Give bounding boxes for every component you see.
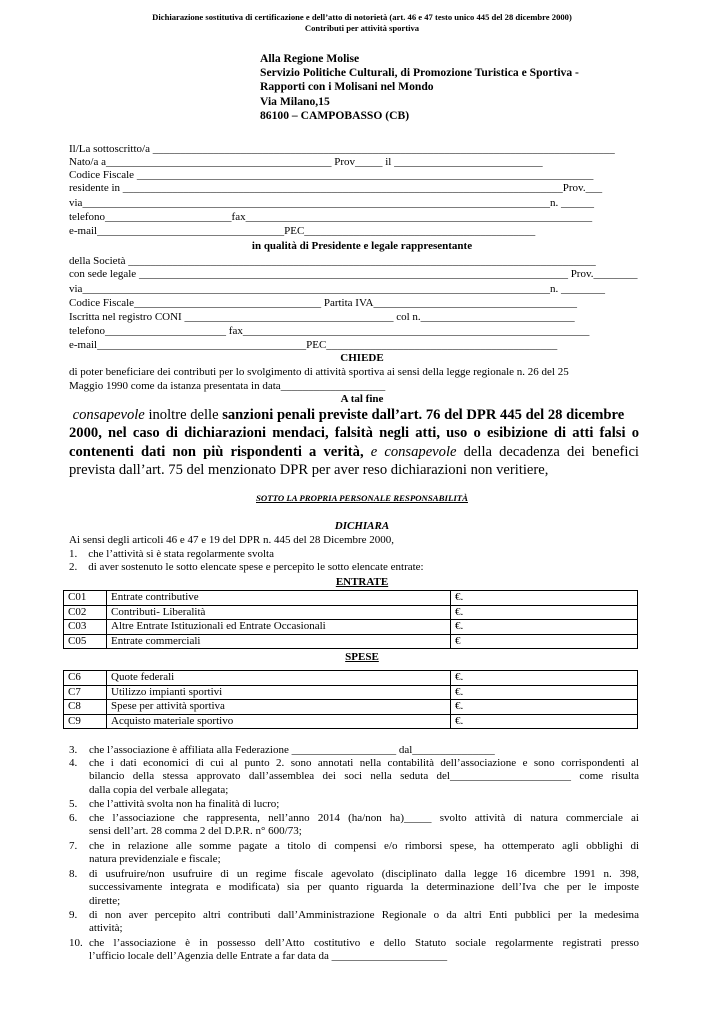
table-row xyxy=(64,620,638,635)
table-row xyxy=(64,605,638,620)
item-line: l’ufficio locale dell’Agenzia delle Entrate a far data da _____________________ xyxy=(89,950,448,963)
field-label: e-mail xyxy=(69,339,98,351)
list-item xyxy=(69,937,639,964)
field-codice-fiscale: Codice Fiscale ___________________________________________________________________________________ xyxy=(69,169,594,181)
header-subtitle: Contributi per attività sportiva xyxy=(304,23,420,33)
recipient-address xyxy=(260,52,579,123)
row-code: C6 xyxy=(64,671,107,686)
row-value[interactable]: €. xyxy=(451,714,638,729)
row-code: C9 xyxy=(64,714,107,729)
item-number: 7. xyxy=(69,840,78,852)
item-line: che l’associazione che rappresenta, nell’anno 2014 (ha/non ha)_____ svolto attività di natura commerciale ai xyxy=(89,812,639,824)
chiede-heading: CHIEDE xyxy=(340,352,384,364)
entrate-table xyxy=(63,590,638,649)
field-label: Iscritta nel registro CONI xyxy=(69,311,182,323)
row-desc: Quote federali xyxy=(107,671,451,686)
dichiara-item: 1. che l’attività si è stata regolarmente svolta xyxy=(69,547,274,560)
consapevole-bold: sanzioni penali previste dall’art. 76 del DPR 445 del 28 dicembre xyxy=(222,407,625,423)
table-row xyxy=(64,685,638,700)
header-title: Dichiarazione sostitutiva di certificazione e dell’atto di notorietà (art. 46 e 47 testo unico 445 del 28 dicembre 2000) xyxy=(152,12,572,22)
field-telefono: telefono_______________________fax_______________________________________________________________ xyxy=(69,211,593,223)
consapevole-line xyxy=(69,406,639,424)
field-via-societa: via_____________________________________________________________________________________n. ________ xyxy=(69,283,605,295)
field-label: PEC xyxy=(284,225,305,237)
row-code: C03 xyxy=(64,620,107,635)
field-email-societa: e-mail______________________________________PEC__________________________________________ xyxy=(69,339,558,351)
list-item xyxy=(69,798,639,811)
field-email: e-mail__________________________________PEC__________________________________________ xyxy=(69,225,536,237)
field-label: fax xyxy=(228,325,243,337)
field-label: via xyxy=(69,283,83,295)
table-row xyxy=(64,714,638,729)
field-sede: con sede legale ______________________________________________________________________________ Prov.________ xyxy=(69,268,638,280)
field-label: Prov. xyxy=(570,268,594,280)
item-line: che l’associazione è in possesso dell’Atto costitutivo e dello Statuto sociale regolarmente registrati presso xyxy=(89,937,639,949)
item-line xyxy=(89,784,639,797)
consapevole-line xyxy=(69,424,639,442)
row-value[interactable]: €. xyxy=(451,685,638,700)
field-label: Il/La sottoscritto/a xyxy=(69,143,150,155)
row-value[interactable]: €. xyxy=(451,591,638,606)
field-label: via xyxy=(69,197,83,209)
consapevole-line xyxy=(69,443,639,461)
entrate-heading: ENTRATE xyxy=(335,576,389,588)
field-coni: Iscritta nel registro CONI ______________________________________ col n.____________________________ xyxy=(69,311,575,323)
consapevole-line: prevista dall’art. 75 del menzionato DPR per aver reso dichiarazioni non veritiere, xyxy=(69,462,549,479)
row-code: C05 xyxy=(64,634,107,649)
table-row xyxy=(64,591,638,606)
field-label: n. xyxy=(549,197,559,209)
row-code: C02 xyxy=(64,605,107,620)
field-label: della Società xyxy=(69,255,126,267)
item-line: che l’associazione è affiliata alla Federazione ___________________ dal_______________ xyxy=(89,744,495,756)
dichiara-item: 2. di aver sostenuto le sotto elencate spese e percepito le sotto elencate entrate: xyxy=(69,561,424,573)
item-line: natura previdenziale e fiscale; xyxy=(89,853,221,866)
field-sottoscritto: Il/La sottoscritto/a ____________________________________________________________________________________ xyxy=(69,143,615,155)
row-value[interactable]: €. xyxy=(451,605,638,620)
consapevole-bold: 2000, nel caso di dichiarazioni mendaci, falsità negli atti, uso o esibizione di atti falsi o xyxy=(69,425,639,442)
item-number: 5. xyxy=(69,798,78,810)
list-item xyxy=(69,868,639,908)
dichiara-heading: DICHIARA xyxy=(334,520,390,532)
field-label: PEC xyxy=(306,339,327,351)
field-label: Codice Fiscale xyxy=(69,169,135,181)
field-label: il xyxy=(385,156,392,168)
row-code: C8 xyxy=(64,700,107,715)
chiede-line-text: Maggio 1990 come da istanza presentata in data xyxy=(69,379,281,392)
chiede-line: di poter beneficiare dei contributi per lo svolgimento di attività sportiva ai sensi della legge regionale n. 26 del 25 xyxy=(69,366,569,378)
list-item xyxy=(69,812,639,839)
consapevole-paragraph xyxy=(69,406,639,480)
item-number: 9. xyxy=(69,909,78,921)
list-item xyxy=(69,840,639,867)
dichiara-intro xyxy=(69,534,639,575)
chiede-date-blank: ___________________ xyxy=(280,379,386,392)
item-number: 8. xyxy=(69,868,78,880)
item-line: di non aver percepito altri contributi dall’Amministrazione Regionale o da altri Enti pubblici per la medesima xyxy=(89,909,639,921)
row-desc: Spese per attività sportiva xyxy=(107,700,451,715)
field-label: e-mail xyxy=(69,225,98,237)
field-label: Prov. xyxy=(562,182,586,194)
consapevole-text: inoltre delle xyxy=(144,407,223,423)
field-label: con sede legale xyxy=(69,268,137,280)
item-line: sensi dell’art. 28 comma 2 del D.P.R. n° 600/73; xyxy=(89,825,302,838)
row-value[interactable]: €. xyxy=(451,620,638,635)
a-tal-fine-heading: A tal fine xyxy=(340,393,384,405)
list-item xyxy=(69,757,639,797)
responsabilita-heading: SOTTO LA PROPRIA PERSONALE RESPONSABILITÀ xyxy=(256,493,468,503)
field-nato: Nato/a a_________________________________________ Prov_____ il ___________________________ xyxy=(69,156,543,168)
chiede-line xyxy=(69,380,639,394)
field-label: Nato/a a xyxy=(69,156,106,168)
spese-heading: SPESE xyxy=(345,651,379,663)
field-label: telefono xyxy=(69,325,106,337)
item-line: che l’attività svolta non ha finalità di lucro; xyxy=(89,798,280,810)
item-line-text: dalla copia del verbale allegata; xyxy=(89,783,229,796)
item-line: che in relazione alle somme pagate a titolo di compensi e/o rimborsi spese, ha ottemperato agli obblighi di xyxy=(89,840,639,852)
item-line: successivamente integrata e modificata) sia per quanto riguarda la determinazione dell’Iva che per le imposte xyxy=(89,881,639,894)
table-row xyxy=(64,671,638,686)
row-desc: Entrate contributive xyxy=(107,591,451,606)
item-line: bilancio della stessa approvato dall’assemblea dei soci nella seduta del______________________ come risulta xyxy=(89,770,639,783)
recipient-line: Via Milano,15 xyxy=(260,94,330,108)
row-desc: Altre Entrate Istituzionali ed Entrate Occasionali xyxy=(107,620,451,635)
row-code: C7 xyxy=(64,685,107,700)
consapevole-italic: consapevole xyxy=(72,407,145,423)
recipient-line: Rapporti con i Molisani nel Mondo xyxy=(260,80,434,94)
item-line: che i dati economici di cui al punto 2. sono annotati nella contabilità dell’associazione e sono corrispondenti al xyxy=(89,757,639,769)
item-line: dirette; xyxy=(89,894,121,907)
field-societa: della Società _____________________________________________________________________________________ xyxy=(69,255,596,267)
table-row xyxy=(64,700,638,715)
consapevole-bold: contenenti dati non più rispondenti a verità, xyxy=(69,443,371,460)
row-value[interactable]: € xyxy=(451,634,638,649)
field-label: Codice Fiscale xyxy=(69,297,135,309)
field-label: col n. xyxy=(396,311,421,323)
field-cf-societa: Codice Fiscale__________________________________ Partita IVA_____________________________________ xyxy=(69,297,577,309)
table-row xyxy=(64,634,638,649)
row-desc: Entrate commerciali xyxy=(107,634,451,649)
item-number: 4. xyxy=(69,757,78,769)
spese-table xyxy=(63,670,638,729)
field-residente: residente in ________________________________________________________________________________Prov.___ xyxy=(69,182,603,194)
field-label: telefono xyxy=(69,211,106,223)
field-label: residente in xyxy=(69,182,121,194)
field-telefono-societa: telefono______________________ fax_______________________________________________________________ xyxy=(69,325,590,337)
row-value[interactable]: €. xyxy=(451,700,638,715)
qualita-heading: in qualità di Presidente e legale rappresentante xyxy=(251,240,473,252)
chiede-text xyxy=(69,366,639,393)
field-label: n. xyxy=(549,283,559,295)
row-value[interactable]: €. xyxy=(451,671,638,686)
consapevole-text: della decadenza dei benefici xyxy=(456,443,639,460)
recipient-line: Servizio Politiche Culturali, di Promozione Turistica e Sportiva - xyxy=(260,66,579,80)
recipient-line: Alla Regione Molise xyxy=(260,52,360,65)
item-number: 10. xyxy=(69,937,83,949)
row-code: C01 xyxy=(64,591,107,606)
recipient-line: 86100 – CAMPOBASSO (CB) xyxy=(260,108,410,122)
field-label: Partita IVA xyxy=(323,297,374,309)
list-item xyxy=(69,744,639,757)
item-line: attività; xyxy=(89,922,123,935)
item-number: 6. xyxy=(69,812,78,824)
row-desc: Contributi- Liberalità xyxy=(107,605,451,620)
field-label: fax xyxy=(231,211,246,223)
item-number: 3. xyxy=(69,744,78,756)
consapevole-italic: e consapevole xyxy=(370,443,457,460)
dichiara-intro-line: Ai sensi degli articoli 46 e 47 e 19 del DPR n. 445 del 28 Dicembre 2000, xyxy=(69,534,395,546)
row-desc: Utilizzo impianti sportivi xyxy=(107,685,451,700)
field-via: via_____________________________________________________________________________________n. ______ xyxy=(69,197,594,209)
field-label: Prov xyxy=(334,156,355,168)
list-item xyxy=(69,909,639,936)
row-desc: Acquisto materiale sportivo xyxy=(107,714,451,729)
item-line: di usufruire/non usufruire di un regime fiscale agevolato (disciplinato dalla legge 16 dicembre 1991 n. 398, xyxy=(89,868,639,880)
